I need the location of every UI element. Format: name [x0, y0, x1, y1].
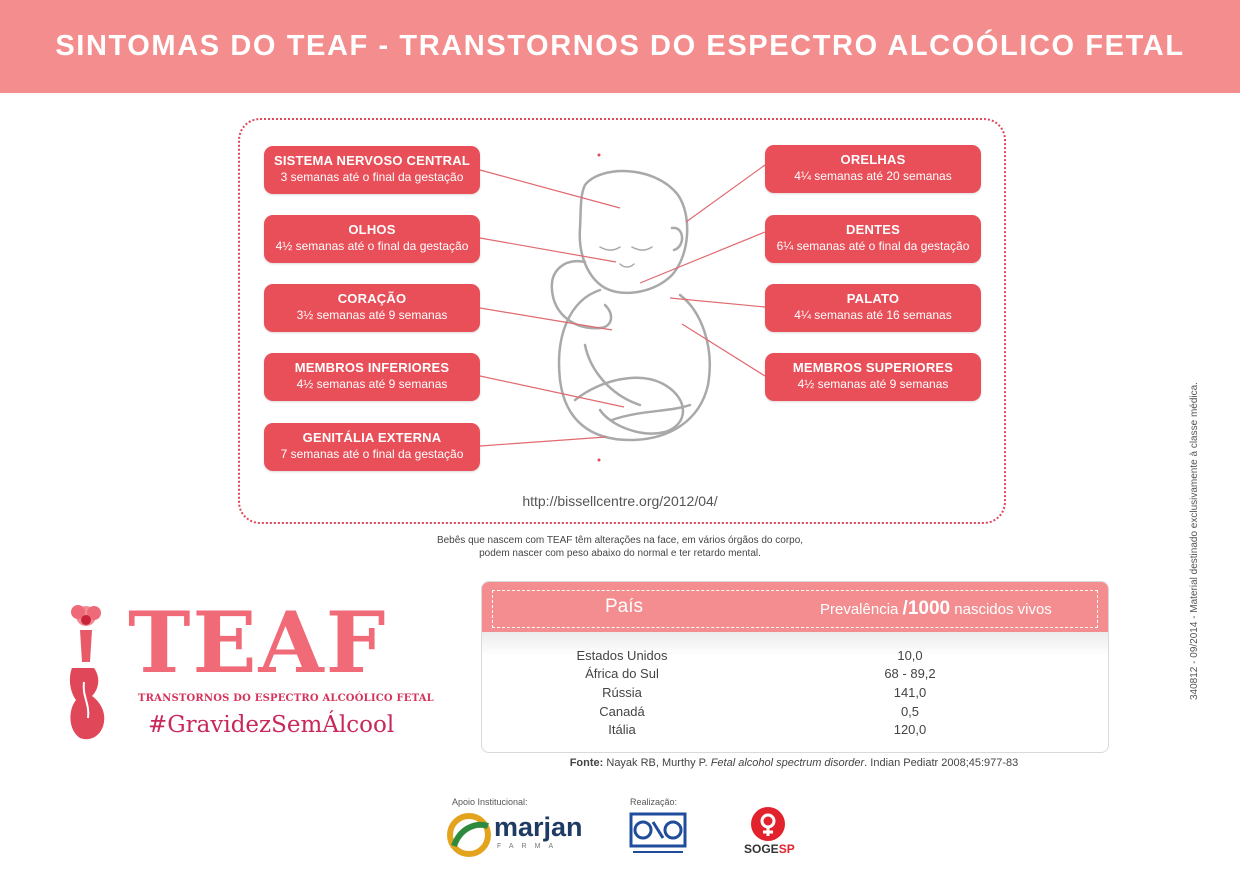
logo-teaf: TEAF — [128, 593, 388, 692]
label-title: DENTES — [846, 222, 900, 237]
sogesp-logo — [744, 842, 795, 856]
prevalence-post: nascidos vivos — [950, 601, 1052, 618]
marjan-sub: FARMA — [497, 843, 562, 850]
label-dentes — [765, 215, 981, 263]
label-period: 7 semanas até o final da gestação — [280, 447, 464, 461]
label-title: CORAÇÃO — [337, 291, 407, 306]
label-title: PALATO — [846, 291, 900, 306]
label-period: 4½ semanas até 9 semanas — [296, 377, 448, 391]
apoio-label: Apoio Institucional: — [452, 797, 528, 807]
marjan-swoosh-icon — [446, 812, 492, 858]
source-url: http://bissellcentre.org/2012/04/ — [522, 493, 718, 509]
sogesp-logo-icon — [748, 804, 788, 844]
label-genitalia-externa — [264, 423, 480, 471]
label-title: MEMBROS SUPERIORES — [792, 360, 954, 375]
sogesp-b: SP — [778, 842, 795, 856]
cell-country: Itália — [608, 722, 636, 737]
page-title: SINTOMAS DO TEAF - TRANSTORNOS DO ESPECTRO ALCOÓLICO FETAL — [55, 30, 1185, 62]
label-period: 4¼ semanas até 16 semanas — [794, 308, 952, 322]
sogesp-a: SOGE — [744, 842, 779, 856]
label-period: 4¼ semanas até 20 semanas — [794, 169, 952, 183]
cell-country: Rússia — [602, 685, 642, 700]
cell-value: 10,0 — [897, 648, 923, 663]
table-row — [482, 704, 1108, 723]
label-palato — [765, 284, 981, 332]
table-header — [482, 582, 1108, 632]
label-sistema-nervoso-central — [264, 146, 480, 194]
source-reference — [481, 757, 1107, 769]
table-header-prevalence — [820, 598, 1052, 620]
label-olhos — [264, 215, 480, 263]
label-membros-inferiores — [264, 353, 480, 401]
sogesp-seal-icon — [629, 812, 687, 856]
label-period: 4½ semanas até o final da gestação — [275, 239, 469, 253]
label-period: 3 semanas até o final da gestação — [280, 170, 464, 184]
prevalence-table — [481, 581, 1109, 753]
label-membros-superiores — [765, 353, 981, 401]
side-note: 340812 - 09/2014 - Material destinado exclusivamente à classe médica. — [1189, 382, 1200, 700]
table-header-country: País — [605, 596, 644, 617]
prevalence-pre: Prevalência — [820, 601, 903, 618]
caption-line-1: Bebês que nascem com TEAF têm alterações na face, em vários órgãos do corpo, — [436, 535, 804, 546]
cell-country: Estados Unidos — [576, 648, 668, 663]
cell-country: África do Sul — [585, 666, 659, 681]
label-period: 4½ semanas até 9 semanas — [797, 377, 949, 391]
fonte-rest: . Indian Pediatr 2008;45:977-83 — [864, 757, 1019, 769]
logo-hashtag: #GravidezSemÁlcool — [148, 712, 395, 738]
cell-value: 68 - 89,2 — [884, 666, 936, 681]
label-title: OLHOS — [348, 222, 396, 237]
realizacao-label: Realização: — [630, 797, 678, 807]
prevalence-unit: /1000 — [902, 598, 951, 619]
logo-subtitle: TRANSTORNOS DO ESPECTRO ALCOÓLICO FETAL — [138, 693, 434, 704]
bottle-flower-icon — [60, 600, 116, 745]
cell-value: 120,0 — [893, 722, 927, 737]
label-title: ORELHAS — [840, 152, 906, 167]
label-orelhas — [765, 145, 981, 193]
caption-line-2: podem nascer com peso abaixo do normal e ter retardo mental. — [479, 548, 761, 559]
label-title: GENITÁLIA EXTERNA — [302, 430, 442, 445]
table-row — [482, 685, 1108, 704]
label-period: 6¼ semanas até o final da gestação — [776, 239, 970, 253]
caption — [400, 534, 840, 560]
table-row — [482, 648, 1108, 667]
cell-country: Canadá — [599, 704, 645, 719]
fonte-authors: Nayak RB, Murthy P. — [603, 757, 711, 769]
table-row — [482, 666, 1108, 685]
label-title: SISTEMA NERVOSO CENTRAL — [273, 153, 470, 168]
fonte-title: Fetal alcohol spectrum disorder — [710, 757, 865, 769]
label-period: 3½ semanas até 9 semanas — [296, 308, 448, 322]
cell-value: 0,5 — [900, 704, 920, 719]
label-title: MEMBROS INFERIORES — [294, 360, 450, 375]
marjan-logo: marjan — [494, 812, 583, 842]
table-row — [482, 722, 1108, 741]
cell-value: 141,0 — [893, 685, 927, 700]
label-coracao — [264, 284, 480, 332]
fonte-label: Fonte: — [569, 757, 604, 769]
